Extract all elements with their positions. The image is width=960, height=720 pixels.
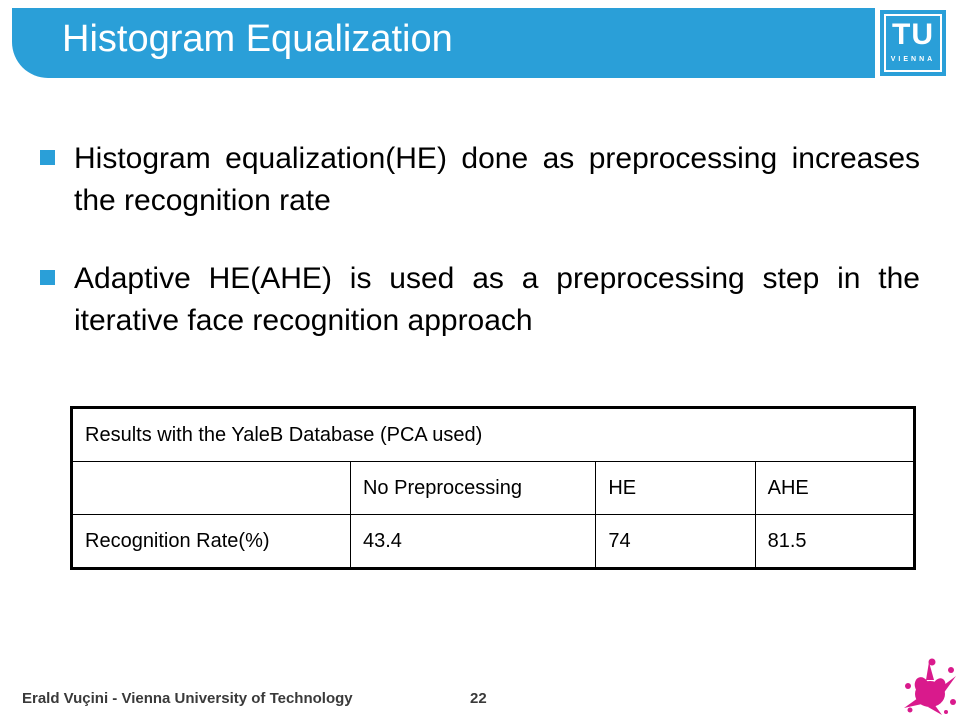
square-bullet-icon: [40, 150, 55, 165]
square-bullet-icon: [40, 270, 55, 285]
table-header-cell: AHE: [755, 462, 914, 515]
table-header-row: [72, 462, 915, 515]
table-caption-row: [72, 408, 915, 462]
footer-author: Erald Vuçini - Vienna University of Technology: [22, 690, 353, 707]
results-table: [70, 406, 916, 570]
page-number: 22: [470, 690, 487, 707]
table-cell: 81.5: [755, 515, 914, 569]
bullet-text: Histogram equalization(HE) done as preprocessing increases the recognition rate: [74, 142, 920, 217]
bullet-text: Adaptive HE(AHE) is used as a preprocessing step in the iterative face recognition approach: [74, 262, 920, 337]
table-cell: 74: [596, 515, 755, 569]
bullet-item: [40, 258, 920, 342]
slide-title: Histogram Equalization: [62, 18, 453, 60]
logo-tu-text: TU: [892, 18, 934, 51]
table-header-cell: [72, 462, 351, 515]
table-caption: Results with the YaleB Database (PCA used): [72, 408, 915, 462]
bullet-list: [40, 138, 920, 378]
table-header-cell: HE: [596, 462, 755, 515]
tu-vienna-logo: [880, 10, 946, 76]
table-cell: Recognition Rate(%): [72, 515, 351, 569]
paint-splash-icon: [902, 658, 958, 716]
logo-frame: [884, 14, 942, 72]
table-cell: 43.4: [350, 515, 595, 569]
table-row: [72, 515, 915, 569]
logo-vienna-text: VIENNA: [890, 56, 936, 63]
table-header-cell: No Preprocessing: [350, 462, 595, 515]
bullet-item: [40, 138, 920, 222]
